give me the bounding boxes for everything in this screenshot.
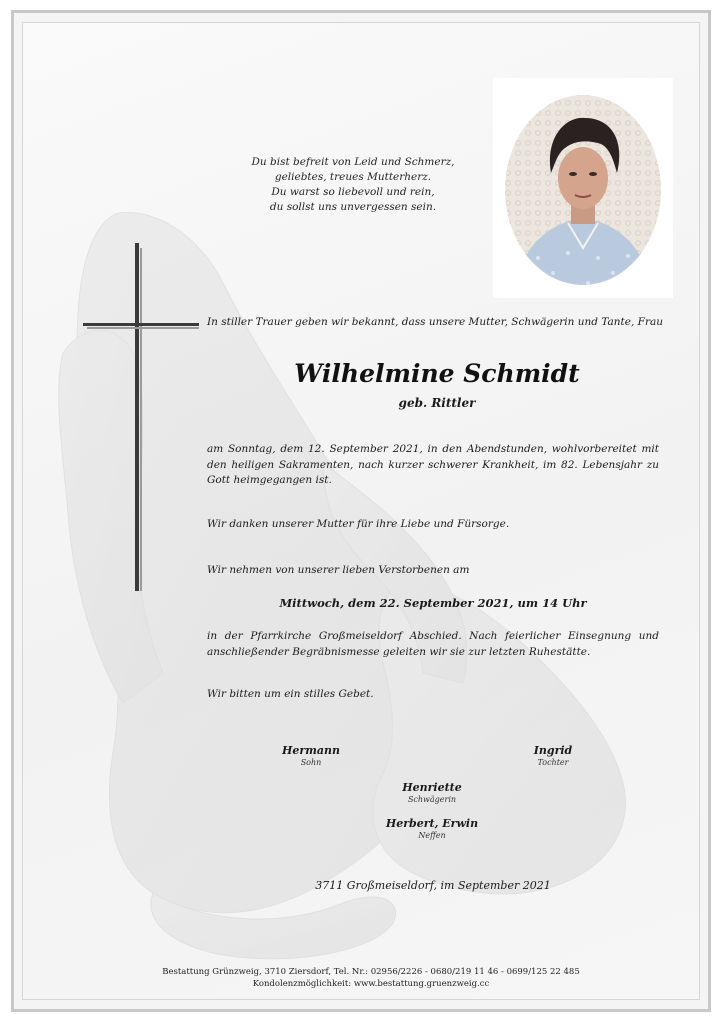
mourner-relation: Tochter [537, 758, 569, 767]
obituary-card [22, 22, 700, 1000]
mourner-relation: Neffen [418, 831, 446, 840]
mourner-herbert-erwin [382, 817, 482, 840]
poem [203, 155, 503, 215]
mourner-name: Herbert, Erwin [385, 817, 479, 830]
service-date: Mittwoch, dem 22. September 2021, um 14 Uhr [279, 596, 587, 610]
service-text: in der Pfarrkirche Großmeiseldorf Abschied. Nach feierlicher Einsegnung und anschließender Begräbnismesse geleiten wir sie zur letzten Ruhestätte. [207, 630, 659, 658]
poem-line: geliebtes, treues Mutterherz. [274, 171, 432, 183]
mourner-ingrid [503, 744, 603, 767]
poem-line: Du warst so liebevoll und rein, [271, 186, 435, 198]
deceased-name: Wilhelmine Schmidt [294, 359, 580, 388]
mourner-relation: Sohn [300, 758, 322, 767]
mourner-name: Ingrid [533, 744, 573, 757]
place-date: 3711 Großmeiseldorf, im September 2021 [315, 879, 551, 892]
cross-icon [83, 243, 199, 593]
footer-contact: Bestattung Grünzweig, 3710 Ziersdorf, Tel. Nr.: 02956/2226 - 0680/219 11 46 - 0699/125 22 485 [162, 967, 580, 977]
maiden-name: geb. Rittler [398, 396, 476, 410]
mourner-henriette [382, 781, 482, 804]
poem-line: Du bist befreit von Leid und Schmerz, [251, 156, 455, 168]
funeral-home-footer [161, 966, 581, 990]
mourner-name: Henriette [402, 781, 462, 794]
portrait-photo [493, 78, 673, 298]
poem-line: du sollst uns unvergessen sein. [269, 201, 437, 213]
mourner-relation: Schwägerin [407, 795, 457, 804]
footer-condolence: Kondolenzmöglichkeit: www.bestattung.gruenzweig.cc [252, 979, 490, 989]
farewell-intro: Wir nehmen von unserer lieben Verstorbenen am [207, 564, 470, 576]
mourner-name: Hermann [282, 744, 340, 757]
death-text: am Sonntag, dem 12. September 2021, in den Abendstunden, wohlvorbereitet mit den heiligen Sakramenten, nach kurzer schwerer Krankheit, im 82. Lebensjahr zu Gott heimgegangen ist. [207, 443, 659, 486]
intro-text: In stiller Trauer geben wir bekannt, dass unsere Mutter, Schwägerin und Tante, Frau [207, 316, 663, 328]
thanks-text: Wir danken unserer Mutter für ihre Liebe und Fürsorge. [207, 518, 510, 530]
prayer-text: Wir bitten um ein stilles Gebet. [207, 688, 374, 700]
mourner-hermann [261, 744, 361, 767]
